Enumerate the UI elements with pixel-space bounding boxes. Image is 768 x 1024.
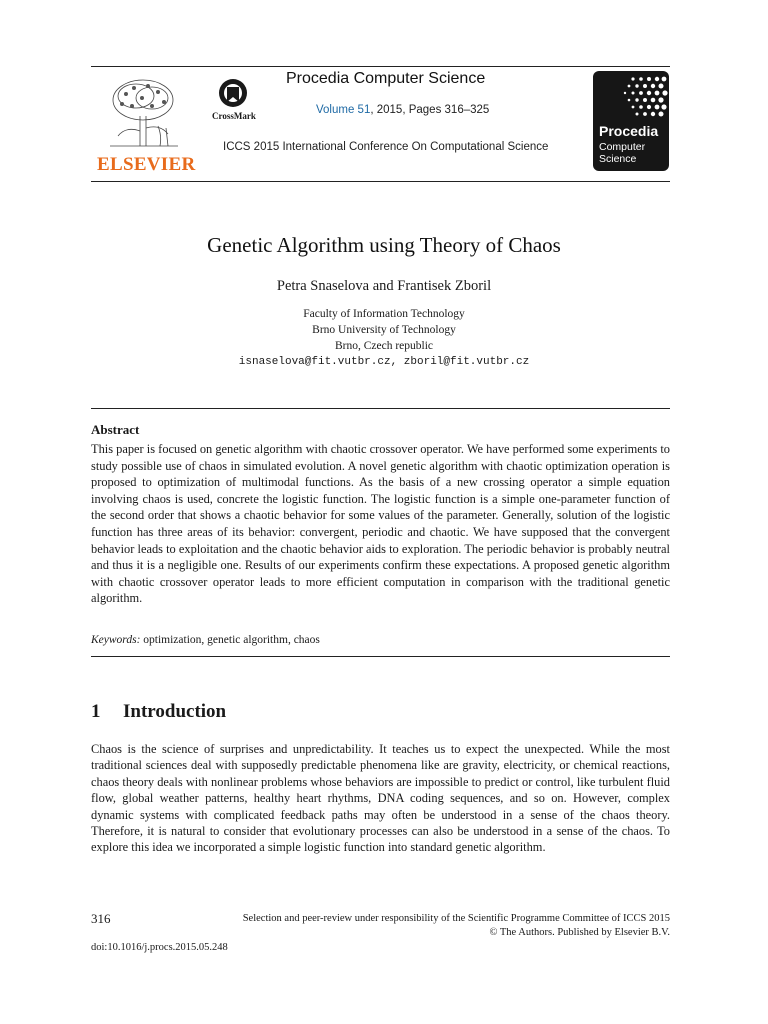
affiliation-line: Brno, Czech republic xyxy=(334,340,434,352)
author-emails: isnaselova@fit.vutbr.cz, zboril@fit.vutbr.cz xyxy=(238,356,530,368)
doi-line: doi:10.1016/j.procs.2015.05.248 xyxy=(91,942,228,953)
abstract-bottom-rule xyxy=(91,656,670,657)
badge-title: Procedia xyxy=(599,123,659,139)
elsevier-tree-logo xyxy=(96,76,190,152)
crossmark-icon[interactable] xyxy=(216,78,250,110)
keywords-label: Keywords: xyxy=(91,634,141,646)
abstract-text: This paper is focused on genetic algorithm with chaotic crossover operator. We have performed some experiments to study possible use of chaos in simulated evolution. A novel genetic algorithm with chaotic optimization operation is proposed to optimization of multimodal functions. As the basis of a new crossing operator a simple equation involving chaos is used, concrete the logistic function. The logistic function is a simple one-parameter function of the second order that shows a chaotic behavior for some values of the parameter. Generally, solution of the logistic function has three areas of its behavior: convergent, periodic and chaotic. We have supposed that the convergent behavior leads to exploitation and the chaotic behavior aids to exploration. The periodic behavior is probably neutral and thus it is a negligible one. Results of our experiments confirm these expectations. A proposed genetic algorithm with chaotic crossover operator leads to more efficient computation in comparison with the traditional genetic algorithm. xyxy=(91,442,670,606)
elsevier-wordmark: ELSEVIER xyxy=(97,154,196,175)
page-number: 316 xyxy=(91,911,111,926)
keywords-line xyxy=(91,634,320,646)
header-top-rule xyxy=(91,66,670,67)
footer-note xyxy=(140,912,670,940)
badge-subtitle xyxy=(599,141,645,165)
volume-link[interactable]: Volume 51 xyxy=(316,104,371,116)
volume-line xyxy=(316,104,489,116)
journal-name: Procedia Computer Science xyxy=(286,70,486,87)
keywords-list: optimization, genetic algorithm, chaos xyxy=(143,634,320,646)
volume-details: , 2015, Pages 316–325 xyxy=(370,104,490,116)
abstract-heading: Abstract xyxy=(91,422,140,437)
affiliation-block xyxy=(0,306,768,354)
affiliation-line: Faculty of Information Technology xyxy=(303,308,465,320)
section-heading xyxy=(91,701,226,723)
dot-pattern-graphic xyxy=(593,71,669,121)
affiliation-line: Brno University of Technology xyxy=(312,324,456,336)
procedia-badge xyxy=(593,71,669,171)
review-note: Selection and peer-review under responsibility of the Scientific Programme Committee of ICCS 2015 xyxy=(242,913,670,924)
section-number: 1 xyxy=(91,701,101,722)
copyright-line: © The Authors. Published by Elsevier B.V. xyxy=(489,927,670,938)
introduction-text: Chaos is the science of surprises and unpredictability. It teaches us to expect the unexpected. While the most traditional sciences deal with supposedly predictable phenomena like are gravity, electricity, or chemical reactions, chaos theory deals with nonlinear problems whose behaviors are impossible to predict or control, like turbulent fluid flow, global weather patterns, healthy heart rhythms, DNA coding sequences, and so on. However, complex dynamic systems with complicated feedback paths may often be understood in a sense of the chaos theory. Therefore, it is natural to consider that evolutionary processes can also be understood in a sense of the chaos. To explore this idea we incorporated a simple logistic function into standard genetic algorithm. xyxy=(91,742,670,855)
paper-authors: Petra Snaselova and Frantisek Zboril xyxy=(276,278,492,294)
badge-line-1: Computer xyxy=(599,141,646,153)
crossmark-label: CrossMark xyxy=(212,111,256,121)
header-bottom-rule xyxy=(91,181,670,182)
badge-line-2: Science xyxy=(599,153,637,165)
conference-line: ICCS 2015 International Conference On Computational Science xyxy=(223,141,549,153)
section-title: Introduction xyxy=(123,701,227,722)
paper-title: Genetic Algorithm using Theory of Chaos xyxy=(207,233,561,257)
abstract-top-rule xyxy=(91,408,670,409)
